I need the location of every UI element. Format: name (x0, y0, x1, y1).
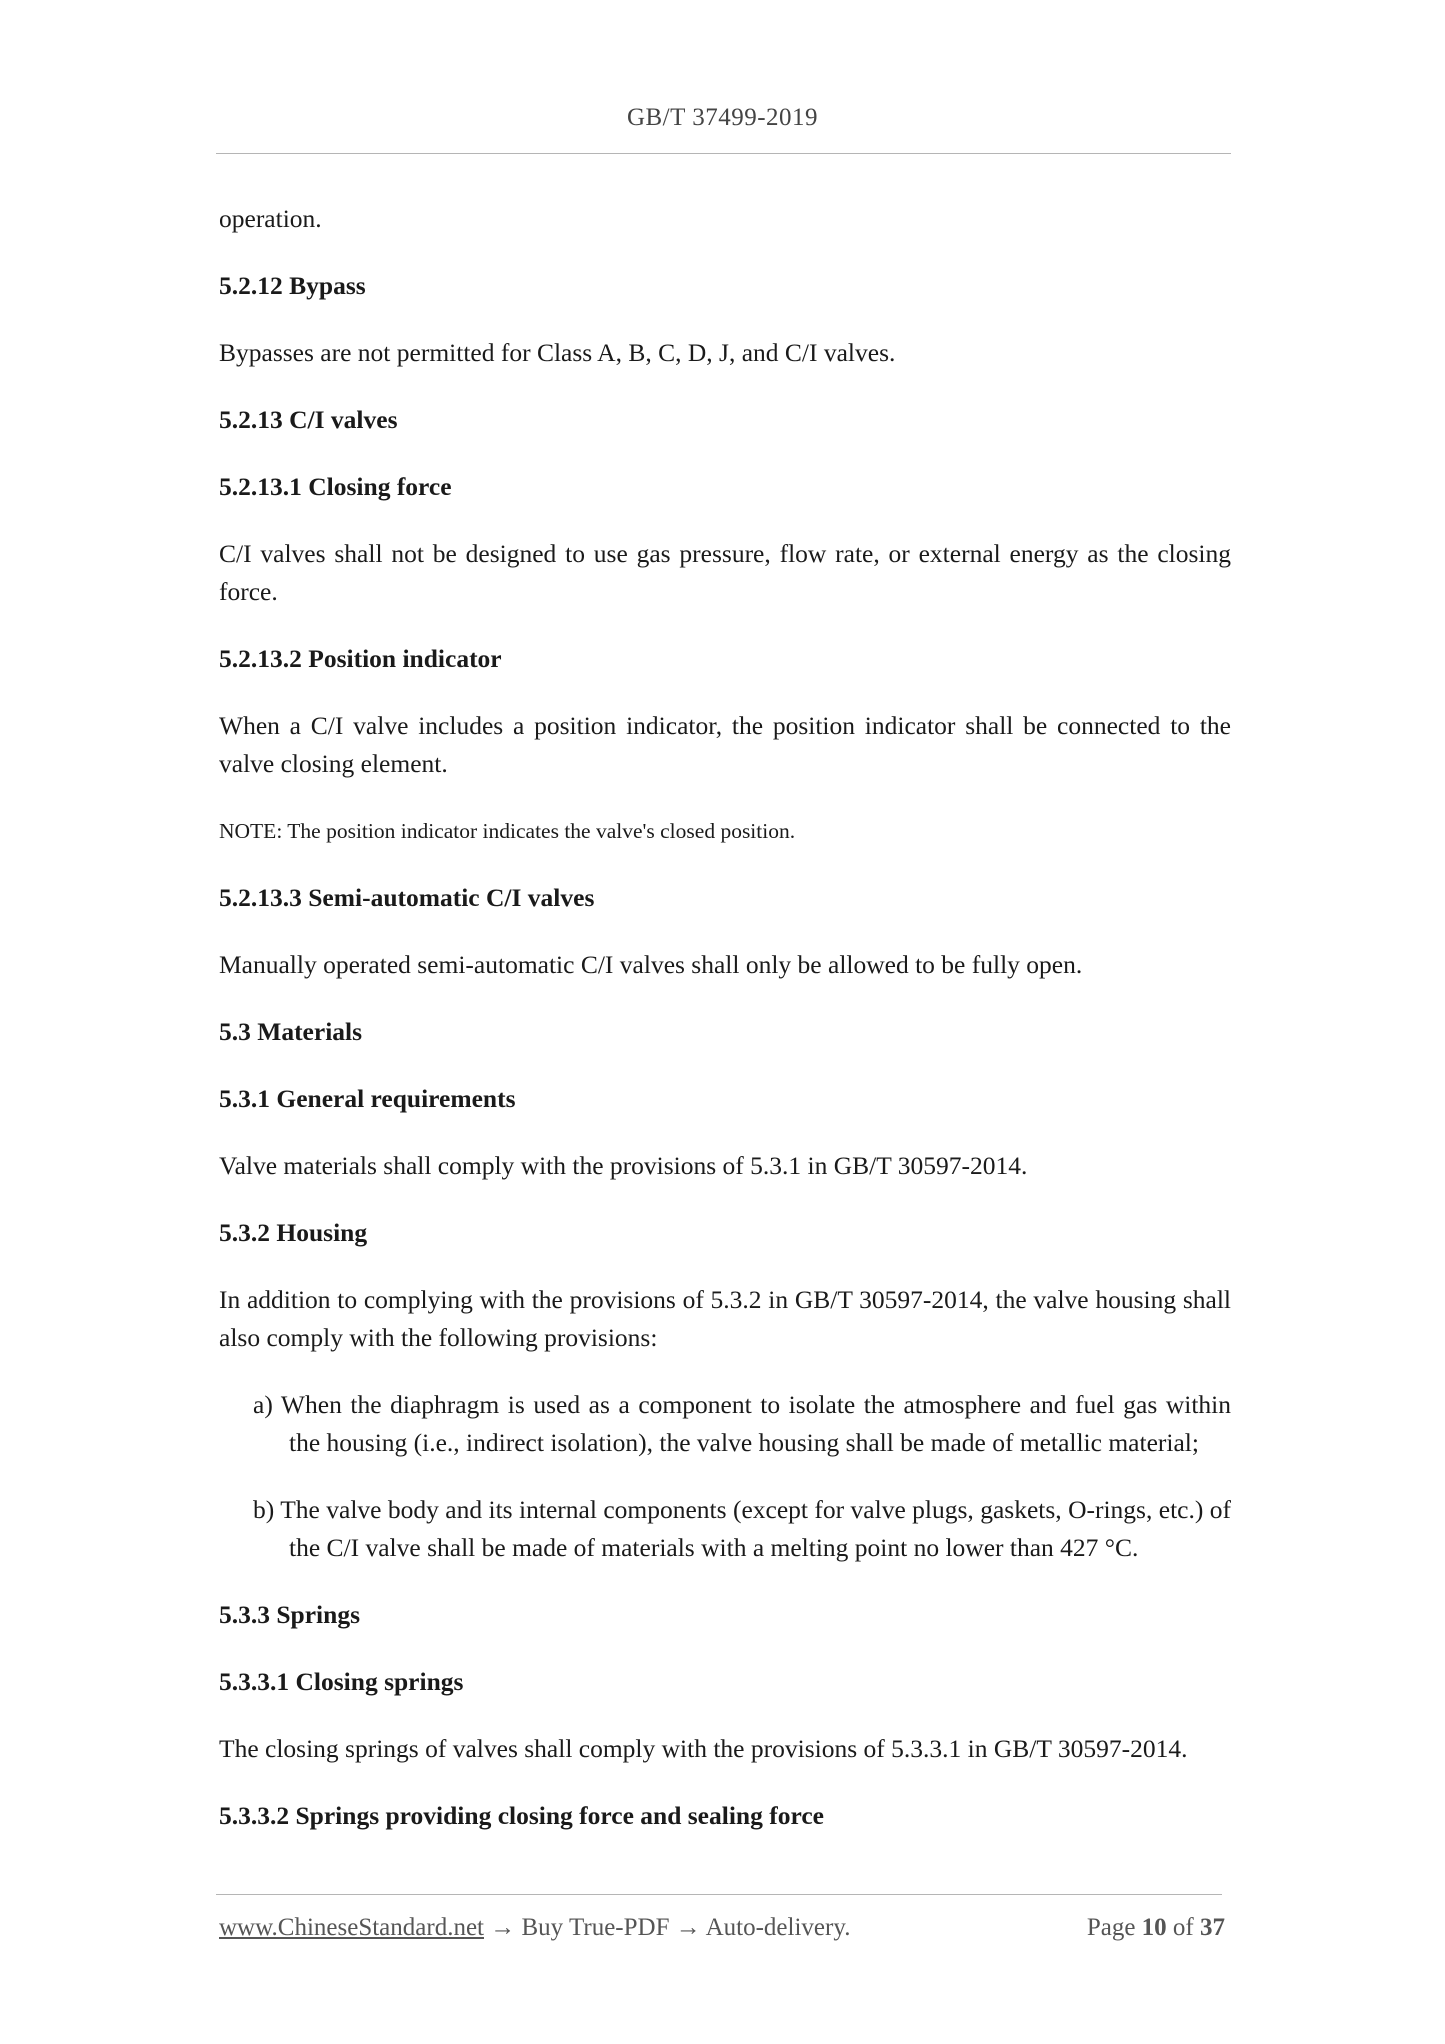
header-standard-number: GB/T 37499-2019 (626, 104, 819, 131)
paragraph: Manually operated semi-automatic C/I valves shall only be allowed to be fully open. (219, 950, 1083, 979)
heading-5-3: 5.3 Materials (219, 1017, 363, 1046)
heading-5-2-13-3: 5.2.13.3 Semi-automatic C/I valves (219, 883, 595, 912)
of-label: of (1172, 1914, 1194, 1941)
heading-5-3-1: 5.3.1 General requirements (219, 1084, 516, 1113)
paragraph: In addition to complying with the provisions of 5.3.2 in GB/T 30597-2014, the valve housing shall also comply with the following provisions: (219, 1285, 1231, 1352)
list-item-a: a) When the diaphragm is used as a component to isolate the atmosphere and fuel gas within the housing (i.e., indirect isolation), the valve housing shall be made of metallic material; (253, 1390, 1231, 1457)
list-item-b: b) The valve body and its internal components (except for valve plugs, gaskets, O-rings, etc.) of the C/I valve shall be made of materials with a melting point no lower than 427 °C. (253, 1495, 1231, 1562)
footer-tail-text: → Buy True-PDF → Auto-delivery. (484, 1914, 851, 1941)
heading-5-2-13-2: 5.2.13.2 Position indicator (219, 644, 502, 673)
heading-5-3-3-1: 5.3.3.1 Closing springs (219, 1667, 464, 1696)
page-number: 10 (1141, 1914, 1167, 1941)
paragraph-continuation: operation. (219, 204, 322, 233)
paragraph: When a C/I valve includes a position indicator, the position indicator shall be connected to the valve closing element. (219, 711, 1231, 778)
page-indicator (1087, 1914, 1225, 1942)
heading-5-3-2: 5.3.2 Housing (219, 1218, 368, 1247)
footer-divider (216, 1894, 1222, 1895)
footer-promo (219, 1914, 850, 1942)
heading-5-3-3: 5.3.3 Springs (219, 1600, 360, 1629)
website-link[interactable]: www.ChineseStandard.net (219, 1914, 484, 1941)
heading-5-2-13: 5.2.13 C/I valves (219, 405, 398, 434)
paragraph: The closing springs of valves shall comply with the provisions of 5.3.3.1 in GB/T 30597-2014. (219, 1734, 1188, 1763)
heading-5-3-3-2: 5.3.3.2 Springs providing closing force and sealing force (219, 1801, 824, 1830)
document-body (219, 200, 1231, 1864)
total-pages: 37 (1200, 1914, 1225, 1941)
header-divider (216, 153, 1231, 154)
paragraph: C/I valves shall not be designed to use gas pressure, flow rate, or external energy as the closing force. (219, 539, 1231, 606)
note: NOTE: The position indicator indicates the valve's closed position. (219, 819, 796, 843)
page-label: Page (1086, 1914, 1136, 1941)
heading-5-2-13-1: 5.2.13.1 Closing force (219, 472, 452, 501)
paragraph: Valve materials shall comply with the provisions of 5.3.1 in GB/T 30597-2014. (219, 1151, 1028, 1180)
paragraph: Bypasses are not permitted for Class A, B, C, D, J, and C/I valves. (219, 338, 896, 367)
heading-5-2-12: 5.2.12 Bypass (219, 271, 366, 300)
